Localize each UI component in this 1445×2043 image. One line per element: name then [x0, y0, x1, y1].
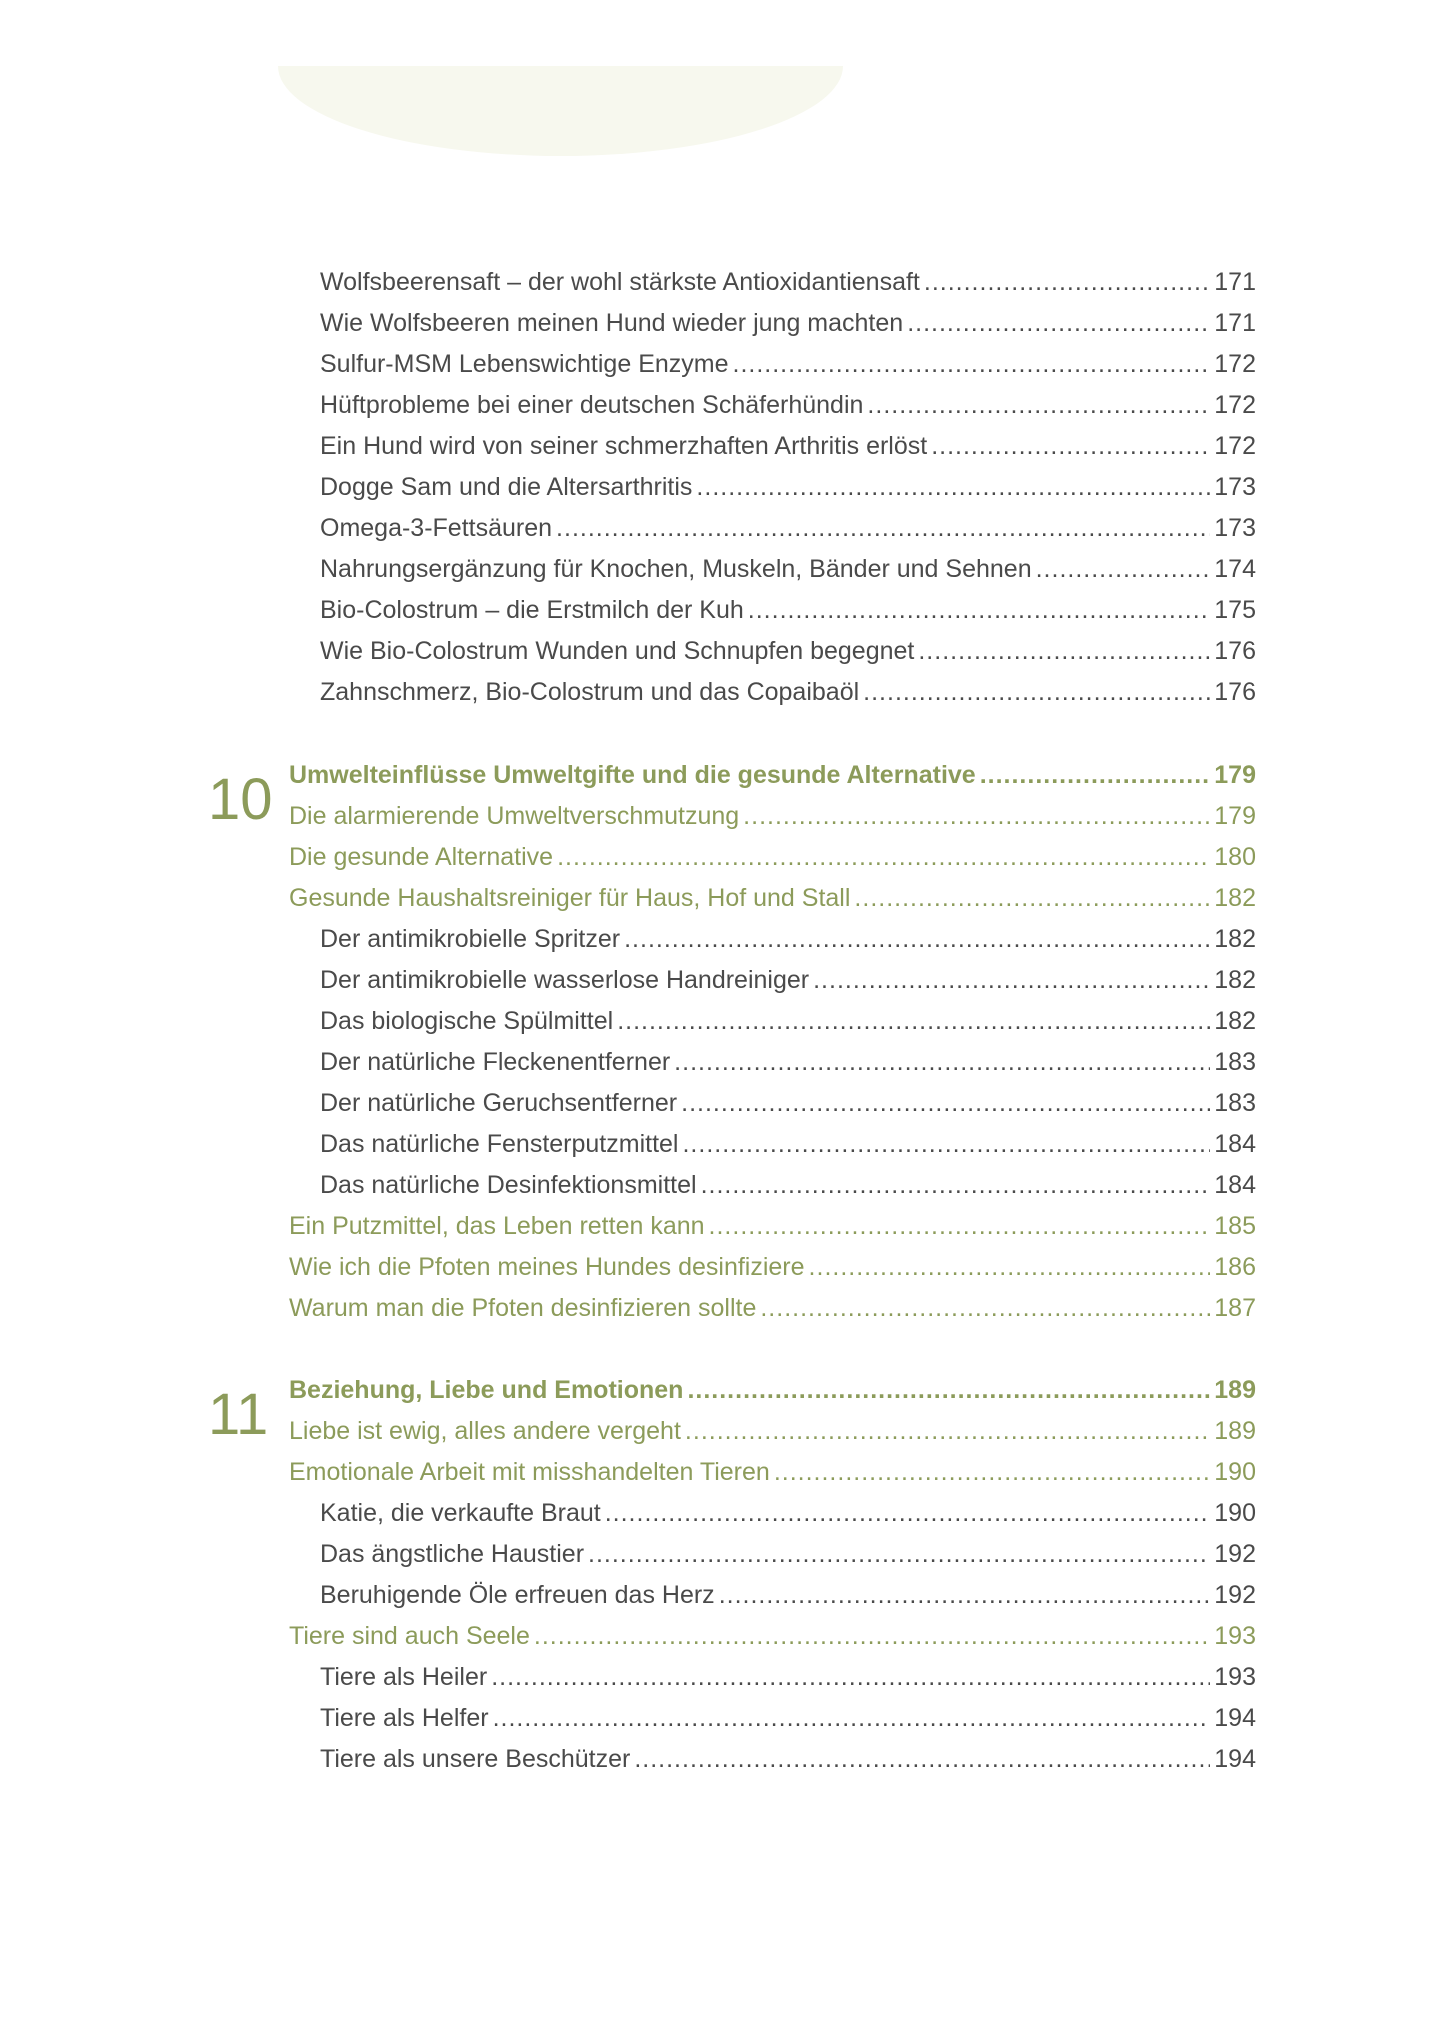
page-number: 174 [1214, 555, 1256, 583]
toc-subsection-entry[interactable] [320, 1537, 1256, 1571]
chapter-number: 10 [208, 767, 273, 832]
toc-subsection-entry[interactable] [320, 963, 1256, 997]
entry-title: Sulfur-MSM Lebenswichtige Enzyme [320, 350, 729, 378]
dot-leader [918, 634, 1210, 668]
entry-title: Nahrungsergänzung für Knochen, Muskeln, Bänder und Sehnen [320, 555, 1032, 583]
page-number: 179 [1214, 802, 1256, 830]
toc-entry[interactable] [320, 347, 1256, 381]
entry-title: Tiere als Helfer [320, 1704, 489, 1732]
dot-leader [682, 1127, 1210, 1161]
entry-title: Der antimikrobielle Spritzer [320, 925, 621, 953]
entry-title: Wolfsbeerensaft – der wohl stärkste Antioxidantiensaft [320, 268, 920, 296]
entry-title: Wie Bio-Colostrum Wunden und Schnupfen begegnet [320, 637, 915, 665]
dot-leader [534, 1619, 1210, 1653]
entry-title: Wie ich die Pfoten meines Hundes desinfiziere [289, 1253, 805, 1281]
page-number: 172 [1214, 432, 1256, 460]
toc-subsection-entry[interactable] [320, 1168, 1256, 1202]
dot-leader [493, 1701, 1211, 1735]
toc-entry[interactable] [320, 388, 1256, 422]
toc-section-entry[interactable] [289, 799, 1256, 833]
page-number: 192 [1214, 1540, 1256, 1568]
dot-leader [491, 1660, 1210, 1694]
page-number: 179 [1214, 761, 1256, 789]
toc-subsection-entry[interactable] [320, 1127, 1256, 1161]
entry-title: Dogge Sam und die Altersarthritis [320, 473, 693, 501]
page-number: 171 [1214, 268, 1256, 296]
entry-title: Bio-Colostrum – die Erstmilch der Kuh [320, 596, 744, 624]
page-number: 193 [1214, 1663, 1256, 1691]
toc-subsection-entry[interactable] [320, 1742, 1256, 1776]
toc-entry[interactable] [320, 306, 1256, 340]
dot-leader [681, 1086, 1210, 1120]
dot-leader [605, 1496, 1211, 1530]
toc-subsection-entry[interactable] [320, 1660, 1256, 1694]
page-number: 192 [1214, 1581, 1256, 1609]
entry-title: Das ängstliche Haustier [320, 1540, 585, 1568]
entry-title: Tiere als Heiler [320, 1663, 488, 1691]
page-number: 184 [1214, 1171, 1256, 1199]
page-number: 172 [1214, 350, 1256, 378]
toc-section-entry[interactable] [289, 1414, 1256, 1448]
dot-leader [907, 306, 1210, 340]
dot-leader [748, 593, 1211, 627]
toc-section-entry[interactable] [289, 840, 1256, 874]
toc-subsection-entry[interactable] [320, 1496, 1256, 1530]
dot-leader [743, 799, 1210, 833]
dot-leader [709, 1209, 1211, 1243]
dot-leader [588, 1537, 1210, 1571]
dot-leader [854, 881, 1210, 915]
dot-leader [701, 1168, 1211, 1202]
entry-title: Zahnschmerz, Bio-Colostrum und das Copaibaöl [320, 678, 860, 706]
page-number: 189 [1214, 1417, 1256, 1445]
page-number: 182 [1214, 925, 1256, 953]
entry-title: Emotionale Arbeit mit misshandelten Tieren [289, 1458, 770, 1486]
toc-entry[interactable] [320, 552, 1256, 586]
dot-leader [674, 1045, 1210, 1079]
entry-title: Liebe ist ewig, alles andere vergeht [289, 1417, 681, 1445]
page-number: 184 [1214, 1130, 1256, 1158]
toc-subsection-entry[interactable] [320, 1004, 1256, 1038]
page-number: 172 [1214, 391, 1256, 419]
toc-section-entry[interactable] [289, 1291, 1256, 1325]
entry-title: Beruhigende Öle erfreuen das Herz [320, 1581, 715, 1609]
entry-title: Warum man die Pfoten desinfizieren sollte [289, 1294, 757, 1322]
page-number: 176 [1214, 678, 1256, 706]
page-number: 182 [1214, 966, 1256, 994]
page-number: 180 [1214, 843, 1256, 871]
dot-leader [924, 265, 1210, 299]
page-number: 185 [1214, 1212, 1256, 1240]
entry-title: Das natürliche Desinfektionsmittel [320, 1171, 697, 1199]
toc-entry[interactable] [320, 429, 1256, 463]
entry-title: Hüftprobleme bei einer deutschen Schäferhündin [320, 391, 864, 419]
chapter-heading[interactable] [289, 758, 1256, 792]
dot-leader [557, 840, 1210, 874]
dot-leader [809, 1250, 1211, 1284]
page-number: 187 [1214, 1294, 1256, 1322]
entry-title: Der antimikrobielle wasserlose Handreiniger [320, 966, 810, 994]
page-number: 171 [1214, 309, 1256, 337]
dot-leader [760, 1291, 1210, 1325]
page-number: 183 [1214, 1048, 1256, 1076]
entry-title: Wie Wolfsbeeren meinen Hund wieder jung machten [320, 309, 904, 337]
toc-section-entry[interactable] [289, 1619, 1256, 1653]
entry-title: Tiere sind auch Seele [289, 1622, 530, 1650]
dot-leader [634, 1742, 1210, 1776]
page-number: 189 [1214, 1376, 1256, 1404]
dot-leader [813, 963, 1210, 997]
toc-entry[interactable] [320, 634, 1256, 668]
toc-entry[interactable] [320, 511, 1256, 545]
page-number: 183 [1214, 1089, 1256, 1117]
dot-leader [624, 922, 1210, 956]
toc-subsection-entry[interactable] [320, 922, 1256, 956]
dot-leader [687, 1373, 1210, 1407]
page-number: 175 [1214, 596, 1256, 624]
entry-title: Tiere als unsere Beschützer [320, 1745, 631, 1773]
dot-leader [556, 511, 1210, 545]
dot-leader [931, 429, 1210, 463]
dot-leader [1036, 552, 1211, 586]
toc-subsection-entry[interactable] [320, 1045, 1256, 1079]
dot-leader [867, 388, 1210, 422]
entry-title: Gesunde Haushaltsreiniger für Haus, Hof und Stall [289, 884, 851, 912]
entry-title: Ein Hund wird von seiner schmerzhaften Arthritis erlöst [320, 432, 928, 460]
toc-entry[interactable] [320, 675, 1256, 709]
page-number: 173 [1214, 473, 1256, 501]
toc-subsection-entry[interactable] [320, 1701, 1256, 1735]
dot-leader [863, 675, 1210, 709]
toc-entry[interactable] [320, 265, 1256, 299]
decorative-header-shape [278, 66, 843, 156]
chapter-number: 11 [208, 1382, 269, 1447]
chapter-heading[interactable] [289, 1373, 1256, 1407]
toc-section-entry[interactable] [289, 1209, 1256, 1243]
dot-leader [696, 470, 1210, 504]
toc-entry[interactable] [320, 593, 1256, 627]
entry-title: Die gesunde Alternative [289, 843, 554, 871]
page-number: 193 [1214, 1622, 1256, 1650]
entry-title: Beziehung, Liebe und Emotionen [289, 1376, 684, 1404]
page-number: 182 [1214, 884, 1256, 912]
toc-entry[interactable] [320, 470, 1256, 504]
toc-section-entry[interactable] [289, 881, 1256, 915]
page-number: 190 [1214, 1499, 1256, 1527]
page-number: 173 [1214, 514, 1256, 542]
page-number: 190 [1214, 1458, 1256, 1486]
entry-title: Umwelteinflüsse Umweltgifte und die gesunde Alternative [289, 761, 976, 789]
entry-title: Das biologische Spülmittel [320, 1007, 614, 1035]
entry-title: Der natürliche Geruchsentferner [320, 1089, 678, 1117]
dot-leader [719, 1578, 1211, 1612]
toc-section-entry[interactable] [289, 1455, 1256, 1489]
page-number: 194 [1214, 1704, 1256, 1732]
dot-leader [733, 347, 1211, 381]
toc-section-entry[interactable] [289, 1250, 1256, 1284]
entry-title: Das natürliche Fensterputzmittel [320, 1130, 679, 1158]
page-number: 176 [1214, 637, 1256, 665]
dot-leader [980, 758, 1211, 792]
page-number: 182 [1214, 1007, 1256, 1035]
page-number: 194 [1214, 1745, 1256, 1773]
entry-title: Katie, die verkaufte Braut [320, 1499, 601, 1527]
entry-title: Omega-3-Fettsäuren [320, 514, 553, 542]
dot-leader [774, 1455, 1210, 1489]
dot-leader [617, 1004, 1210, 1038]
page-number: 186 [1214, 1253, 1256, 1281]
toc-subsection-entry[interactable] [320, 1086, 1256, 1120]
toc-subsection-entry[interactable] [320, 1578, 1256, 1612]
entry-title: Die alarmierende Umweltverschmutzung [289, 802, 740, 830]
entry-title: Ein Putzmittel, das Leben retten kann [289, 1212, 705, 1240]
dot-leader [685, 1414, 1210, 1448]
entry-title: Der natürliche Fleckenentferner [320, 1048, 671, 1076]
